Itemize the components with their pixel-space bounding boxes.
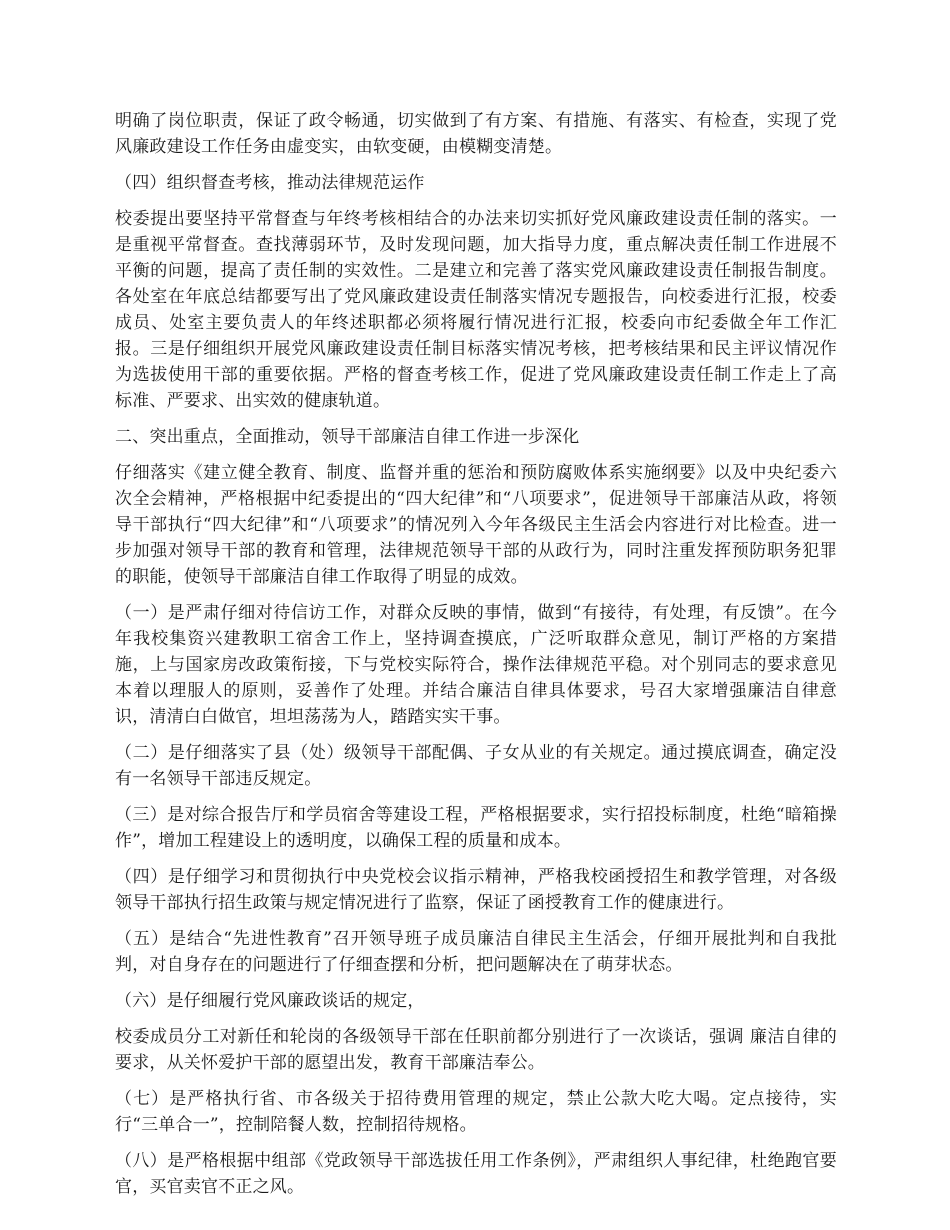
paragraph-item-5: （五）是结合“先进性教育”召开领导班子成员廉洁自律民主生活会，仔细开展批判和自我批判，对自身存在的问题进行了仔细查摆和分析，把问题解决在了萌芽状态。 bbox=[115, 929, 837, 975]
section-heading-supervision: （四）组织督查考核，推动法律规范运作 bbox=[115, 173, 425, 193]
paragraph-item-2: （二）是仔细落实了县（处）级领导干部配偶、子女从业的有关规定。通过摸底调查，确定没有一名领导干部违反规定。 bbox=[115, 743, 837, 789]
paragraph-item-6-detail: 校委成员分工对新任和轮岗的各级领导干部在任职前都分别进行了一次谈话，强调 廉洁自律的要求，从关怀爱护干部的愿望出发，教育干部廉洁奉公。 bbox=[115, 1027, 837, 1073]
paragraph-item-7: （七）是严格执行省、市各级关于招待费用管理的规定，禁止公款大吃大喝。定点接待，实行“三单合一”，控制陪餐人数，控制招待规格。 bbox=[115, 1089, 837, 1135]
document-body bbox=[115, 108, 837, 1210]
paragraph-item-1: （一）是严肃仔细对待信访工作，对群众反映的事情，做到“有接待，有处理，有反馈”。在今年我校集资兴建教职工宿舍工作上，坚持调查摸底，广泛听取群众意见，制订严格的方案措施，上与国家房改政策衔接，下与党校实际符合，操作法律规范平稳。对个别同志的要求意见本着以理服人的原则，妥善作了处理。并结合廉洁自律具体要求，号召大家增强廉洁自律意识，清清白白做官，坦坦荡荡为人，踏踏实实干事。 bbox=[115, 603, 837, 727]
paragraph-item-4: （四）是仔细学习和贯彻执行中央党校会议指示精神，严格我校函授招生和教学管理，对各级领导干部执行招生政策与规定情况进行了监察，保证了函授教育工作的健康进行。 bbox=[115, 867, 837, 913]
paragraph-key-points: 仔细落实《建立健全教育、制度、监督并重的惩治和预防腐败体系实施纲要》以及中央纪委六次全会精神，严格根据中纪委提出的“四大纪律”和“八项要求”，促进领导干部廉洁从政，将领导干部执行“四大纪律”和“八项要求”的情况列入今年各级民主生活会内容进行对比检查。进一步加强对领导干部的教育和管理，法律规范领导干部的从政行为，同时注重发挥预防职务犯罪的职能，使领导干部廉洁自律工作取得了明显的成效。 bbox=[115, 463, 837, 587]
section-heading-key-points: 二、突出重点，全面推动，领导干部廉洁自律工作进一步深化 bbox=[115, 427, 580, 447]
paragraph-item-6: （六）是仔细履行党风廉政谈话的规定， bbox=[115, 991, 425, 1011]
paragraph-item-8: （八）是严格根据中组部《党政领导干部选拔任用工作条例》，严肃组织人事纪律，杜绝跑官要官，买官卖官不正之风。 bbox=[115, 1151, 837, 1197]
paragraph-intro-continuation: 明确了岗位职责，保证了政令畅通，切实做到了有方案、有措施、有落实、有检查，实现了党风廉政建设工作任务由虚变实，由软变硬，由模糊变清楚。 bbox=[115, 111, 837, 157]
paragraph-item-3: （三）是对综合报告厅和学员宿舍等建设工程，严格根据要求，实行招投标制度，杜绝“暗箱操作”，增加工程建设上的透明度，以确保工程的质量和成本。 bbox=[115, 805, 837, 851]
paragraph-supervision: 校委提出要坚持平常督查与年终考核相结合的办法来切实抓好党风廉政建设责任制的落实。一是重视平常督查。查找薄弱环节，及时发现问题，加大指导力度，重点解决责任制工作进展不平衡的问题，提高了责任制的实效性。二是建立和完善了落实党风廉政建设责任制报告制度。各处室在年底总结都要写出了党风廉政建设责任制落实情况专题报告，向校委进行汇报，校委成员、处室主要负责人的年终述职都必须将履行情况进行汇报，校委向市纪委做全年工作汇报。三是仔细组织开展党风廉政建设责任制目标落实情况考核，把考核结果和民主评议情况作为选拔使用干部的重要依据。严格的督查考核工作，促进了党风廉政建设责任制工作走上了高标准、严要求、出实效的健康轨道。 bbox=[115, 209, 837, 411]
